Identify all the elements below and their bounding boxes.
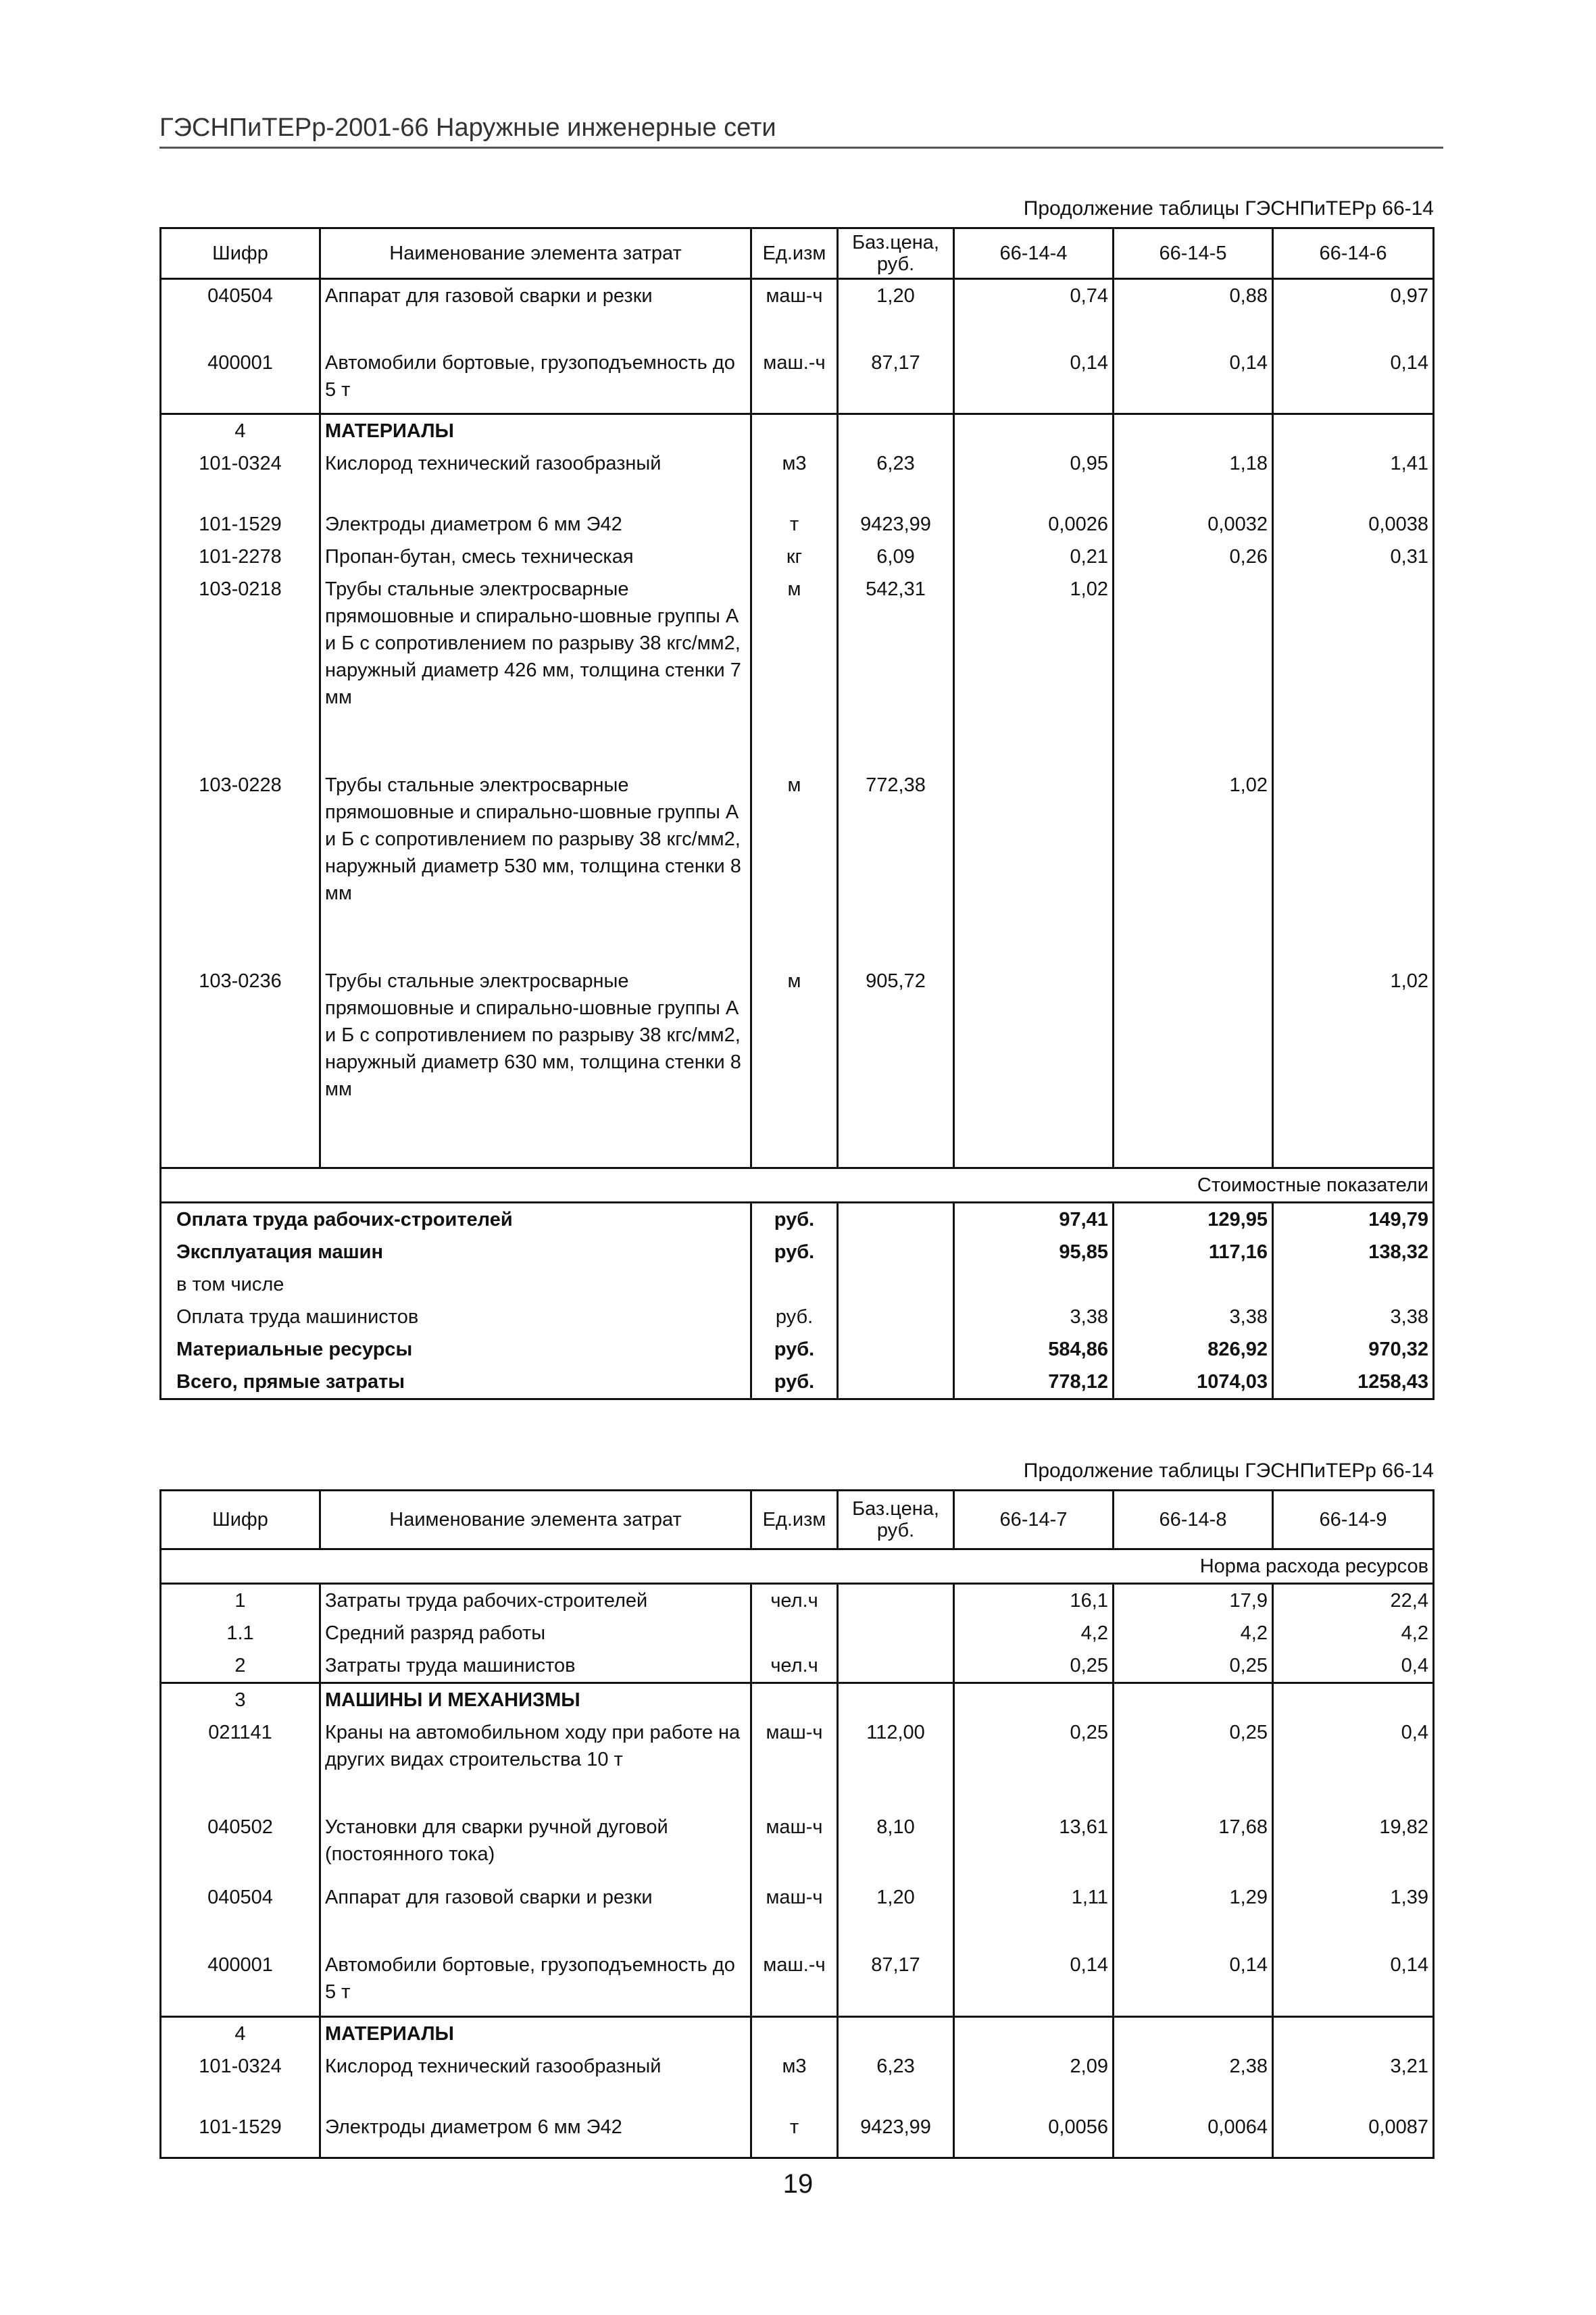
row-unit: маш-ч bbox=[751, 1716, 838, 1811]
row-unit: маш.-ч bbox=[751, 1949, 838, 2016]
row-code: 101-0324 bbox=[161, 2050, 320, 2111]
row-value: 0,88 bbox=[1114, 279, 1273, 347]
totals-empty bbox=[838, 1366, 954, 1399]
row-value: 13,61 bbox=[954, 1811, 1114, 1881]
table-row bbox=[161, 1683, 1434, 1717]
row-value: 0,0064 bbox=[1114, 2111, 1273, 2158]
row-unit: чел.ч bbox=[751, 1649, 838, 1683]
row-code: 1 bbox=[161, 1584, 320, 1618]
row-price bbox=[838, 1683, 954, 1717]
document-header: ГЭСНПиТЕРр-2001-66 Наружные инженерные сети bbox=[159, 114, 1443, 149]
row-code: 040504 bbox=[161, 1881, 320, 1949]
row-price: 772,38 bbox=[838, 769, 954, 965]
row-value: 1,39 bbox=[1273, 1881, 1434, 1949]
row-price: 8,10 bbox=[838, 1811, 954, 1881]
row-unit: м3 bbox=[751, 2050, 838, 2111]
totals-unit: руб. bbox=[751, 1202, 838, 1236]
row-code: 101-1529 bbox=[161, 2111, 320, 2158]
row-unit: чел.ч bbox=[751, 1584, 838, 1618]
row-code: 101-1529 bbox=[161, 508, 320, 541]
row-value: 1,18 bbox=[1114, 447, 1273, 508]
row-code: 400001 bbox=[161, 1949, 320, 2016]
row-name: Пропан-бутан, смесь техническая bbox=[320, 541, 751, 573]
totals-value: 778,12 bbox=[954, 1366, 1114, 1399]
table-row bbox=[161, 1949, 1434, 2016]
table-row bbox=[161, 1617, 1434, 1649]
row-price: 1,20 bbox=[838, 279, 954, 347]
table-row bbox=[161, 2050, 1434, 2111]
row-price: 905,72 bbox=[838, 965, 954, 1168]
row-value: 0,0056 bbox=[954, 2111, 1114, 2158]
row-price: 87,17 bbox=[838, 347, 954, 414]
totals-value: 3,38 bbox=[954, 1301, 1114, 1333]
totals-value bbox=[1114, 1268, 1273, 1301]
row-value bbox=[1114, 573, 1273, 769]
row-value: 3,21 bbox=[1273, 2050, 1434, 2111]
row-name: Аппарат для газовой сварки и резки bbox=[320, 1881, 751, 1949]
totals-value: 95,85 bbox=[954, 1236, 1114, 1268]
row-name: Трубы стальные электросварные прямошовные и спирально-шовные группы А и Б с сопротивлением по разрыву 38 кгс/мм2, наружный диаметр 530 мм, толщина стенки 8 мм bbox=[320, 769, 751, 965]
row-value: 0,25 bbox=[954, 1716, 1114, 1811]
row-value bbox=[1273, 1683, 1434, 1717]
totals-row bbox=[161, 1301, 1434, 1333]
table-header-row bbox=[161, 228, 1434, 279]
table-header-row bbox=[161, 1491, 1434, 1549]
row-value: 1,29 bbox=[1114, 1881, 1273, 1949]
totals-value: 826,92 bbox=[1114, 1333, 1273, 1366]
col-header-name: Наименование элемента затрат bbox=[320, 228, 751, 279]
row-value: 17,68 bbox=[1114, 1811, 1273, 1881]
row-value: 1,11 bbox=[954, 1881, 1114, 1949]
totals-unit bbox=[751, 1268, 838, 1301]
table-row bbox=[161, 1649, 1434, 1683]
row-value bbox=[1114, 1683, 1273, 1717]
row-value: 0,0032 bbox=[1114, 508, 1273, 541]
totals-row bbox=[161, 1366, 1434, 1399]
totals-empty bbox=[838, 1236, 954, 1268]
row-value: 0,14 bbox=[1114, 347, 1273, 414]
totals-unit: руб. bbox=[751, 1301, 838, 1333]
totals-unit: руб. bbox=[751, 1366, 838, 1399]
row-code: 103-0218 bbox=[161, 573, 320, 769]
row-unit: маш-ч bbox=[751, 1881, 838, 1949]
totals-value: 1258,43 bbox=[1273, 1366, 1434, 1399]
row-value: 0,14 bbox=[954, 347, 1114, 414]
table-row bbox=[161, 2016, 1434, 2050]
col-header-variant: 66-14-6 bbox=[1273, 228, 1434, 279]
row-price bbox=[838, 1617, 954, 1649]
table1-caption: Продолжение таблицы ГЭСНПиТЕРр 66-14 bbox=[1023, 197, 1434, 220]
totals-empty bbox=[838, 1202, 954, 1236]
row-value bbox=[1273, 573, 1434, 769]
row-value: 1,41 bbox=[1273, 447, 1434, 508]
col-header-variant: 66-14-9 bbox=[1273, 1491, 1434, 1549]
totals-value: 970,32 bbox=[1273, 1333, 1434, 1366]
row-unit: маш-ч bbox=[751, 279, 838, 347]
row-price bbox=[838, 414, 954, 448]
row-value: 0,0038 bbox=[1273, 508, 1434, 541]
row-code: 103-0236 bbox=[161, 965, 320, 1168]
row-value: 1,02 bbox=[954, 573, 1114, 769]
row-name: Краны на автомобильном ходу при работе на других видах строительства 10 т bbox=[320, 1716, 751, 1811]
row-value: 0,74 bbox=[954, 279, 1114, 347]
totals-name: Оплата труда машинистов bbox=[161, 1301, 751, 1333]
row-name: МАТЕРИАЛЫ bbox=[320, 2016, 751, 2050]
row-unit: т bbox=[751, 508, 838, 541]
totals-value: 117,16 bbox=[1114, 1236, 1273, 1268]
row-name: Аппарат для газовой сварки и резки bbox=[320, 279, 751, 347]
row-value bbox=[1114, 414, 1273, 448]
row-price: 87,17 bbox=[838, 1949, 954, 2016]
row-value: 0,14 bbox=[1114, 1949, 1273, 2016]
row-price: 6,23 bbox=[838, 2050, 954, 2111]
row-value: 4,2 bbox=[1114, 1617, 1273, 1649]
table-row bbox=[161, 573, 1434, 769]
table-row bbox=[161, 2111, 1434, 2158]
row-value bbox=[1273, 414, 1434, 448]
totals-value: 3,38 bbox=[1273, 1301, 1434, 1333]
row-value: 0,14 bbox=[954, 1949, 1114, 2016]
col-header-unit: Ед.изм bbox=[751, 228, 838, 279]
row-value bbox=[954, 965, 1114, 1168]
resource-table-2 bbox=[159, 1489, 1435, 2159]
row-name: Трубы стальные электросварные прямошовные и спирально-шовные группы А и Б с сопротивлением по разрыву 38 кгс/мм2, наружный диаметр 426 мм, толщина стенки 7 мм bbox=[320, 573, 751, 769]
totals-name: Всего, прямые затраты bbox=[161, 1366, 751, 1399]
row-value: 0,25 bbox=[954, 1649, 1114, 1683]
table-row bbox=[161, 1716, 1434, 1811]
row-unit: м bbox=[751, 965, 838, 1168]
row-price bbox=[838, 1649, 954, 1683]
row-value bbox=[1114, 2016, 1273, 2050]
row-value: 0,21 bbox=[954, 541, 1114, 573]
row-name: МАШИНЫ И МЕХАНИЗМЫ bbox=[320, 1683, 751, 1717]
totals-value bbox=[1273, 1268, 1434, 1301]
row-price: 9423,99 bbox=[838, 2111, 954, 2158]
col-header-variant: 66-14-4 bbox=[954, 228, 1114, 279]
row-unit bbox=[751, 2016, 838, 2050]
totals-value: 129,95 bbox=[1114, 1202, 1273, 1236]
row-name: Кислород технический газообразный bbox=[320, 447, 751, 508]
row-unit: м3 bbox=[751, 447, 838, 508]
row-price bbox=[838, 1584, 954, 1618]
col-header-variant: 66-14-5 bbox=[1114, 228, 1273, 279]
row-value: 0,4 bbox=[1273, 1716, 1434, 1811]
totals-name: Эксплуатация машин bbox=[161, 1236, 751, 1268]
row-value: 2,38 bbox=[1114, 2050, 1273, 2111]
row-code: 040502 bbox=[161, 1811, 320, 1881]
table-row bbox=[161, 508, 1434, 541]
totals-name: в том числе bbox=[161, 1268, 751, 1301]
row-value bbox=[954, 414, 1114, 448]
table-row bbox=[161, 414, 1434, 448]
row-unit: кг bbox=[751, 541, 838, 573]
norm-header-row bbox=[161, 1549, 1434, 1584]
row-value: 0,0026 bbox=[954, 508, 1114, 541]
row-price bbox=[838, 2016, 954, 2050]
totals-value: 149,79 bbox=[1273, 1202, 1434, 1236]
row-value: 4,2 bbox=[1273, 1617, 1434, 1649]
totals-value: 584,86 bbox=[954, 1333, 1114, 1366]
row-name: Затраты труда машинистов bbox=[320, 1649, 751, 1683]
row-unit: маш.-ч bbox=[751, 347, 838, 414]
row-code: 4 bbox=[161, 2016, 320, 2050]
row-code: 400001 bbox=[161, 347, 320, 414]
row-price: 6,23 bbox=[838, 447, 954, 508]
row-unit: маш-ч bbox=[751, 1811, 838, 1881]
row-value: 0,95 bbox=[954, 447, 1114, 508]
row-unit bbox=[751, 414, 838, 448]
totals-value: 3,38 bbox=[1114, 1301, 1273, 1333]
table-row bbox=[161, 1881, 1434, 1949]
col-header-code: Шифр bbox=[161, 228, 320, 279]
table-row bbox=[161, 769, 1434, 965]
row-name: Трубы стальные электросварные прямошовные и спирально-шовные группы А и Б с сопротивлением по разрыву 38 кгс/мм2, наружный диаметр 630 мм, толщина стенки 8 мм bbox=[320, 965, 751, 1168]
row-code: 101-0324 bbox=[161, 447, 320, 508]
row-unit bbox=[751, 1683, 838, 1717]
resource-table-1 bbox=[159, 227, 1435, 1400]
row-value: 1,02 bbox=[1114, 769, 1273, 965]
row-value: 0,14 bbox=[1273, 1949, 1434, 2016]
row-value: 2,09 bbox=[954, 2050, 1114, 2111]
row-name: Электроды диаметром 6 мм Э42 bbox=[320, 2111, 751, 2158]
totals-name: Оплата труда рабочих-строителей bbox=[161, 1202, 751, 1236]
totals-unit: руб. bbox=[751, 1236, 838, 1268]
cost-indicators-row bbox=[161, 1168, 1434, 1202]
row-value: 0,26 bbox=[1114, 541, 1273, 573]
row-value bbox=[1273, 2016, 1434, 2050]
row-unit: т bbox=[751, 2111, 838, 2158]
row-value bbox=[954, 1683, 1114, 1717]
row-price: 1,20 bbox=[838, 1881, 954, 1949]
totals-value: 97,41 bbox=[954, 1202, 1114, 1236]
row-code: 2 bbox=[161, 1649, 320, 1683]
totals-row bbox=[161, 1268, 1434, 1301]
row-code: 101-2278 bbox=[161, 541, 320, 573]
row-name: Затраты труда рабочих-строителей bbox=[320, 1584, 751, 1618]
row-price: 9423,99 bbox=[838, 508, 954, 541]
row-name: Автомобили бортовые, грузоподъемность до 5 т bbox=[320, 347, 751, 414]
row-value: 0,14 bbox=[1273, 347, 1434, 414]
totals-name: Материальные ресурсы bbox=[161, 1333, 751, 1366]
row-unit: м bbox=[751, 573, 838, 769]
row-price: 542,31 bbox=[838, 573, 954, 769]
row-value: 0,25 bbox=[1114, 1649, 1273, 1683]
totals-empty bbox=[838, 1301, 954, 1333]
row-value: 4,2 bbox=[954, 1617, 1114, 1649]
table2-caption: Продолжение таблицы ГЭСНПиТЕРр 66-14 bbox=[1023, 1460, 1434, 1482]
row-code: 040504 bbox=[161, 279, 320, 347]
col-header-variant: 66-14-7 bbox=[954, 1491, 1114, 1549]
row-name: Средний разряд работы bbox=[320, 1617, 751, 1649]
row-price: 112,00 bbox=[838, 1716, 954, 1811]
table-row bbox=[161, 279, 1434, 347]
row-name: Электроды диаметром 6 мм Э42 bbox=[320, 508, 751, 541]
table-row bbox=[161, 1811, 1434, 1881]
totals-row bbox=[161, 1333, 1434, 1366]
row-code: 021141 bbox=[161, 1716, 320, 1811]
row-value bbox=[954, 769, 1114, 965]
table-row bbox=[161, 447, 1434, 508]
row-value: 0,31 bbox=[1273, 541, 1434, 573]
row-name: Установки для сварки ручной дуговой (постоянного тока) bbox=[320, 1811, 751, 1881]
table-row bbox=[161, 541, 1434, 573]
norm-header-label: Норма расхода ресурсов bbox=[161, 1549, 1434, 1584]
cost-indicators-label: Стоимостные показатели bbox=[161, 1168, 1434, 1202]
col-header-price: Баз.цена, руб. bbox=[838, 1491, 954, 1549]
totals-value: 1074,03 bbox=[1114, 1366, 1273, 1399]
row-value bbox=[1114, 965, 1273, 1168]
row-value: 1,02 bbox=[1273, 965, 1434, 1168]
row-value: 22,4 bbox=[1273, 1584, 1434, 1618]
row-unit: м bbox=[751, 769, 838, 965]
row-value: 0,0087 bbox=[1273, 2111, 1434, 2158]
row-code: 4 bbox=[161, 414, 320, 448]
row-name: МАТЕРИАЛЫ bbox=[320, 414, 751, 448]
col-header-name: Наименование элемента затрат bbox=[320, 1491, 751, 1549]
row-value bbox=[1273, 769, 1434, 965]
totals-value: 138,32 bbox=[1273, 1236, 1434, 1268]
row-value: 19,82 bbox=[1273, 1811, 1434, 1881]
row-name: Автомобили бортовые, грузоподъемность до 5 т bbox=[320, 1949, 751, 2016]
col-header-unit: Ед.изм bbox=[751, 1491, 838, 1549]
row-value: 17,9 bbox=[1114, 1584, 1273, 1618]
totals-empty bbox=[838, 1333, 954, 1366]
table-row bbox=[161, 965, 1434, 1168]
row-value bbox=[954, 2016, 1114, 2050]
row-value: 16,1 bbox=[954, 1584, 1114, 1618]
row-name: Кислород технический газообразный bbox=[320, 2050, 751, 2111]
totals-row bbox=[161, 1236, 1434, 1268]
row-code: 103-0228 bbox=[161, 769, 320, 965]
row-value: 0,4 bbox=[1273, 1649, 1434, 1683]
row-unit bbox=[751, 1617, 838, 1649]
totals-unit: руб. bbox=[751, 1333, 838, 1366]
table-row bbox=[161, 1584, 1434, 1618]
row-code: 3 bbox=[161, 1683, 320, 1717]
totals-value bbox=[954, 1268, 1114, 1301]
table-row bbox=[161, 347, 1434, 414]
col-header-code: Шифр bbox=[161, 1491, 320, 1549]
col-header-variant: 66-14-8 bbox=[1114, 1491, 1273, 1549]
col-header-price: Баз.цена, руб. bbox=[838, 228, 954, 279]
totals-row bbox=[161, 1202, 1434, 1236]
row-code: 1.1 bbox=[161, 1617, 320, 1649]
row-value: 0,97 bbox=[1273, 279, 1434, 347]
totals-empty bbox=[838, 1268, 954, 1301]
page-number: 19 bbox=[782, 2169, 814, 2199]
row-price: 6,09 bbox=[838, 541, 954, 573]
row-value: 0,25 bbox=[1114, 1716, 1273, 1811]
